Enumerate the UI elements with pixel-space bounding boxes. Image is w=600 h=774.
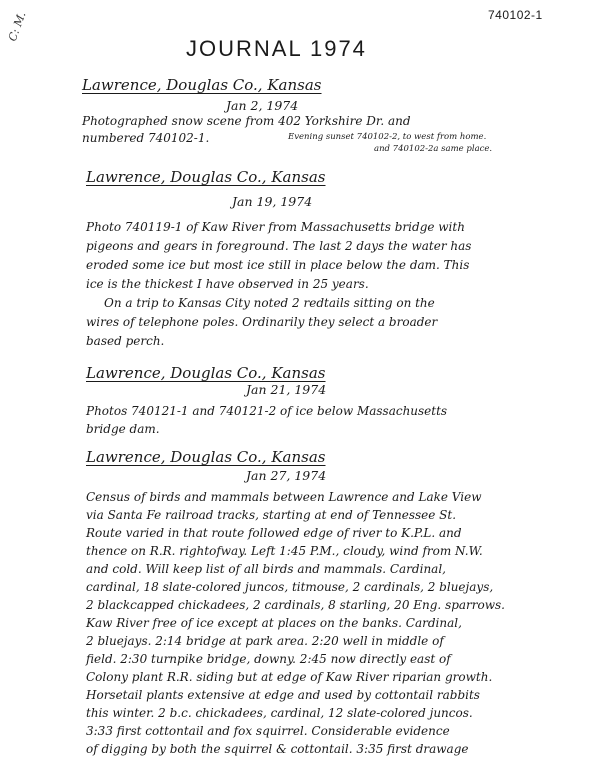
entry-line: Photo 740119-1 of Kaw River from Massachusetts bridge with [86, 220, 465, 234]
document-id: 740102-1 [488, 8, 543, 22]
entry-line: of digging by both the squirrel & cottontail. 3:35 first drawage [86, 742, 469, 756]
entry-line: this winter. 2 b.c. chickadees, cardinal, 12 slate-colored juncos. [86, 706, 473, 720]
entry-date: Jan 2, 1974 [226, 98, 299, 113]
entry-line: Route varied in that route followed edge of river to K.P.L. and [86, 526, 462, 540]
entry-location: Lawrence, Douglas Co., Kansas [86, 168, 326, 186]
entry-line: Kaw River free of ice except at places on the banks. Cardinal, [86, 616, 462, 630]
entry-line: and cold. Will keep list of all birds and mammals. Cardinal, [86, 562, 446, 576]
entry-line: On a trip to Kansas City noted 2 redtails sitting on the [104, 296, 435, 310]
page-title: JOURNAL 1974 [186, 36, 367, 61]
margin-mark: C: M. [5, 9, 29, 44]
entry-line: wires of telephone poles. Ordinarily they select a broader [86, 315, 438, 329]
entry-line: numbered 740102-1. [82, 131, 210, 145]
entry-line: Colony plant R.R. siding but at edge of Kaw River riparian growth. [86, 670, 493, 684]
entry-line: 2 bluejays. 2:14 bridge at park area. 2:20 well in middle of [86, 634, 444, 648]
entry-location: Lawrence, Douglas Co., Kansas [86, 448, 326, 466]
entry-location: Lawrence, Douglas Co., Kansas [82, 76, 322, 94]
entry-date: Jan 19, 1974 [232, 194, 313, 209]
entry-location: Lawrence, Douglas Co., Kansas [86, 364, 326, 382]
entry-line: 2 blackcapped chickadees, 2 cardinals, 8 starling, 20 Eng. sparrows. [86, 598, 505, 612]
entry-line: field. 2:30 turnpike bridge, downy. 2:45 now directly east of [86, 652, 451, 666]
entry-note: Evening sunset 740102-2, to west from home. [288, 132, 487, 142]
entry-line: Photos 740121-1 and 740121-2 of ice below Massachusetts [86, 404, 448, 418]
entry-line: eroded some ice but most ice still in place below the dam. This [86, 258, 470, 272]
entry-line: pigeons and gears in foreground. The last 2 days the water has [86, 239, 472, 253]
entry-line: Photographed snow scene from 402 Yorkshire Dr. and [82, 114, 411, 128]
entry-line: Census of birds and mammals between Lawrence and Lake View [86, 490, 482, 504]
entry-line: cardinal, 18 slate-colored juncos, titmouse, 2 cardinals, 2 bluejays, [86, 580, 494, 594]
entry-line: bridge dam. [86, 422, 160, 436]
entry-line: Horsetail plants extensive at edge and used by cottontail rabbits [86, 688, 480, 702]
entry-line: ice is the thickest I have observed in 25 years. [86, 277, 369, 291]
entry-line: based perch. [86, 334, 165, 348]
entry-line: thence on R.R. rightofway. Left 1:45 P.M., cloudy, wind from N.W. [86, 544, 483, 558]
entry-date: Jan 21, 1974 [246, 382, 327, 397]
entry-note: and 740102-2a same place. [374, 144, 493, 154]
entry-date: Jan 27, 1974 [246, 468, 327, 483]
entry-line: 3:33 first cottontail and fox squirrel. Considerable evidence [86, 724, 450, 738]
entry-line: via Santa Fe railroad tracks, starting at end of Tennessee St. [86, 508, 457, 522]
